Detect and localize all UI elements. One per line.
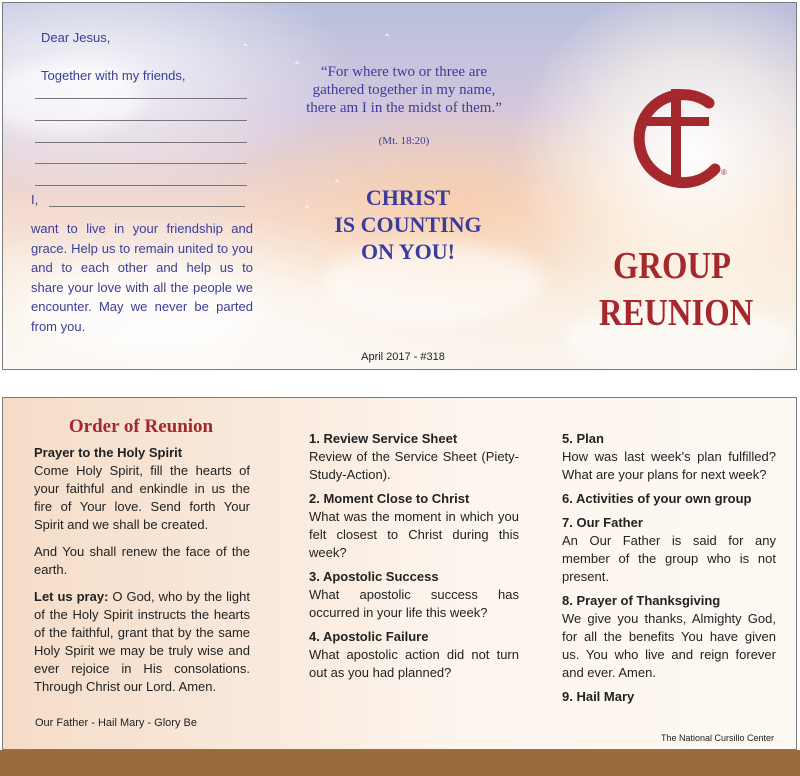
bird-icon: ⌃ <box>383 33 392 44</box>
section-6 <box>562 490 776 508</box>
section-heading: 3. Apostolic Success <box>309 569 439 584</box>
section-body: An Our Father is said for any member of the group who is not present. <box>562 533 776 584</box>
publisher-credit: The National Cursillo Center <box>660 733 774 743</box>
column-middle <box>309 430 519 688</box>
headline-line-3: ON YOU! <box>361 239 455 264</box>
inside-panel <box>2 397 797 750</box>
prayer-holy-spirit <box>34 444 250 534</box>
title-line-2: REUNION <box>598 292 754 334</box>
section-heading: 8. Prayer of Thanksgiving <box>562 593 721 608</box>
column-right <box>562 430 776 712</box>
section-1 <box>309 430 519 484</box>
bottom-bar <box>0 750 800 776</box>
section-body: O God, who by the light of the Holy Spirit instructs the hearts of the faithful, grant that by the same Holy Spirit we may be truly wise and ever rejoice in His consolations. Through Christ our Lord. Amen. <box>34 589 251 694</box>
cursillo-cross-logo-icon <box>625 81 735 203</box>
fill-in-line <box>49 206 245 207</box>
closing-prayers: Our Father - Hail Mary - Glory Be <box>35 717 197 729</box>
registered-mark: ® <box>721 168 727 177</box>
title-line-1: GROUP <box>612 245 732 287</box>
headline-line-2: IS COUNTING <box>334 212 482 237</box>
scripture-quote: “For where two or three are gathered together in my name, there am I in the midst of them.” <box>306 64 502 116</box>
section-heading: 2. Moment Close to Christ <box>309 491 470 506</box>
column-left <box>34 444 250 705</box>
scripture-reference: (Mt. 18:20) <box>378 135 430 147</box>
section-7 <box>562 514 776 586</box>
section-body: Review of the Service Sheet (Piety-Study-Action). <box>309 449 519 482</box>
section-heading: 5. Plan <box>562 431 604 446</box>
let-us-pray <box>34 588 250 696</box>
section-8 <box>562 592 776 682</box>
section-heading: Let us pray: <box>34 589 109 604</box>
section-heading: 7. Our Father <box>562 515 643 530</box>
fill-in-line <box>35 185 247 186</box>
section-heading: 4. Apostolic Failure <box>309 629 429 644</box>
bird-icon: ⌃ <box>241 43 250 54</box>
fill-in-line <box>35 120 247 121</box>
section-heading: 6. Activities of your own group <box>562 491 752 506</box>
renew-line: And You shall renew the face of the earth. <box>34 544 250 577</box>
brochure-title <box>598 243 754 337</box>
section-9 <box>562 688 776 706</box>
front-panel <box>2 2 797 370</box>
together-line: Together with my friends, <box>41 68 186 83</box>
section-body: How was last week’s plan fulfilled? What are your plans for next week? <box>562 449 776 482</box>
section-heading: Prayer to the Holy Spirit <box>34 445 183 460</box>
section-body: We give you thanks, Almighty God, for all the benefits You have given us. You who live and reign forever and ever. Amen. <box>562 611 776 680</box>
section-body: What apostolic action did not turn out as you had planned? <box>309 647 519 680</box>
bird-icon: ⌃ <box>293 61 302 72</box>
section-2 <box>309 490 519 562</box>
bird-icon: ⌃ <box>303 205 312 216</box>
section-body: What was the moment in which you felt closest to Christ during this week? <box>309 509 519 560</box>
fill-in-line <box>35 163 247 164</box>
front-prayer: want to live in your friendship and grace. Help us to remain united to you and to each other and help us to share your love with all the people we encounter. May we never be parted from you. <box>31 221 253 334</box>
section-3 <box>309 568 519 622</box>
i-label: I, <box>31 192 39 207</box>
section-heading: 1. Review Service Sheet <box>309 431 458 446</box>
issue-date: April 2017 - #318 <box>361 351 445 363</box>
section-body: Come Holy Spirit, fill the hearts of your faithful and enkindle in us the fire of Your love. Send forth Your Spirit and we shall be created. <box>34 463 250 532</box>
section-heading: 9. Hail Mary <box>562 689 635 704</box>
fill-in-line <box>35 98 247 99</box>
section-4 <box>309 628 519 682</box>
order-of-reunion-title: Order of Reunion <box>68 416 214 437</box>
salutation: Dear Jesus, <box>41 30 111 45</box>
bird-icon: ⌃ <box>333 179 342 190</box>
headline-line-1: CHRIST <box>365 185 451 210</box>
headline <box>303 184 513 265</box>
section-body: What apostolic success has occurred in your life this week? <box>309 587 519 620</box>
fill-in-line <box>35 142 247 143</box>
section-5 <box>562 430 776 484</box>
